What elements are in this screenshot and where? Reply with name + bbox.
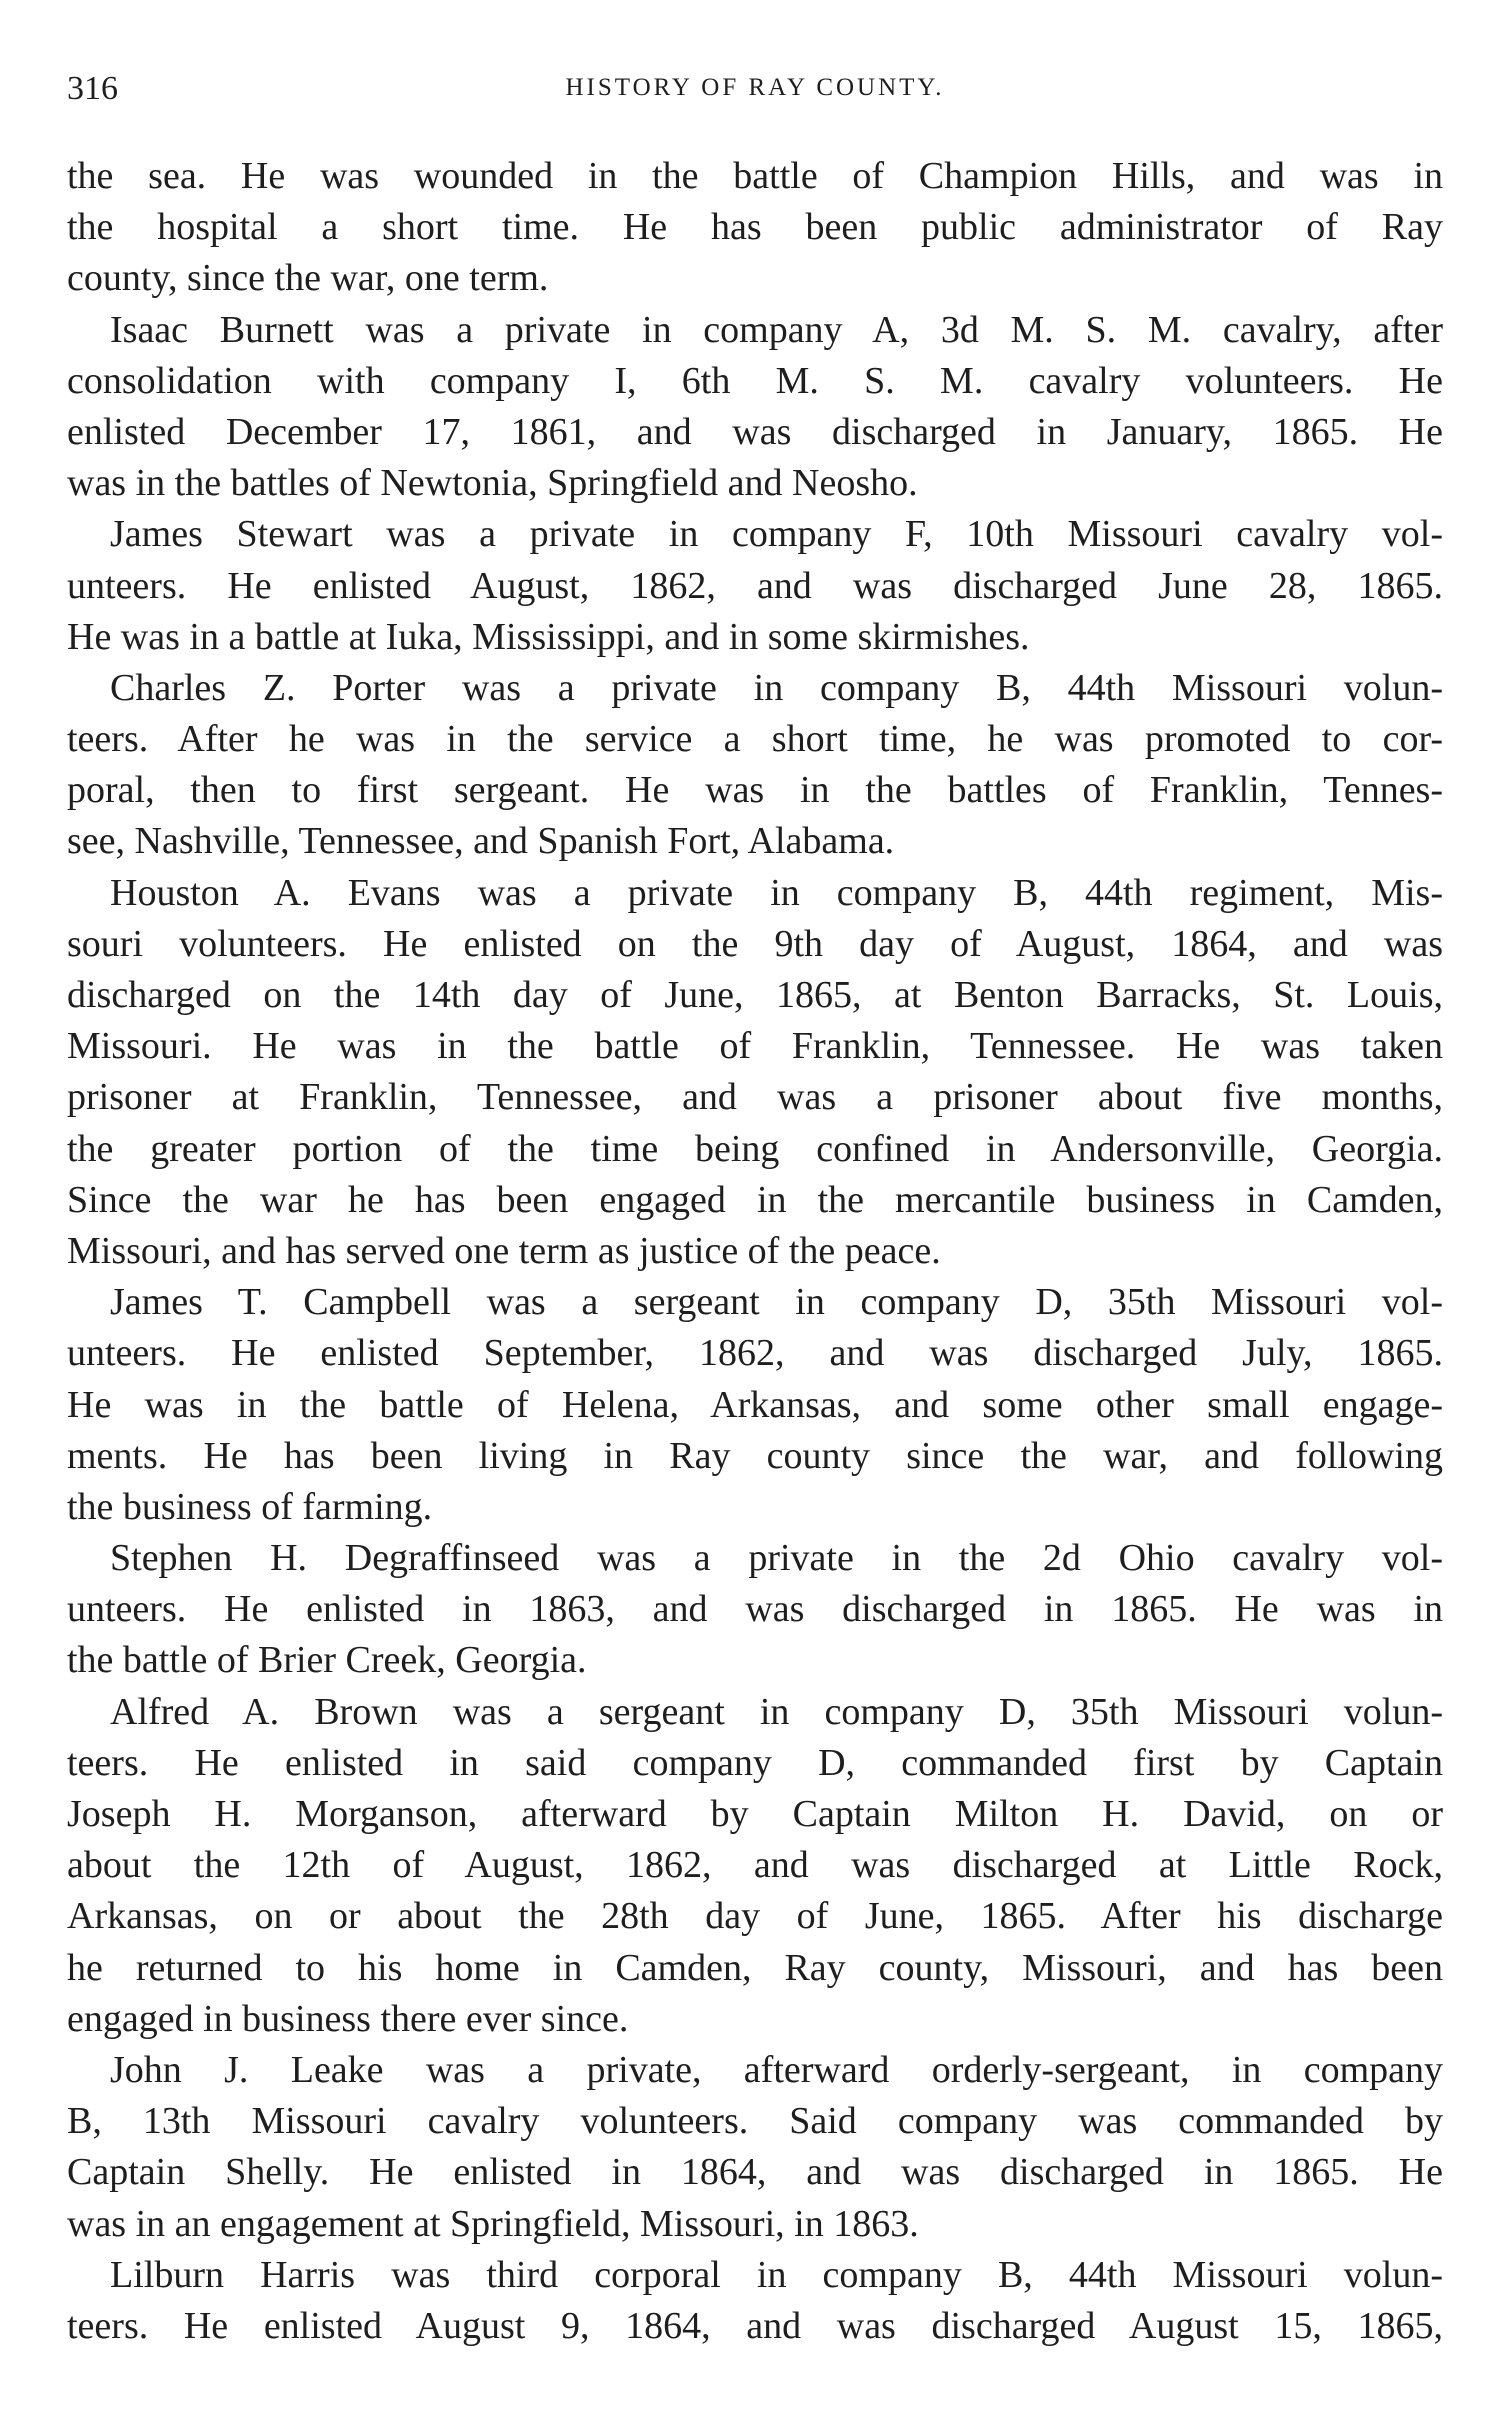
page-number: 316	[67, 70, 118, 107]
text-line: consolidation with company I, 6th M. S. M. cavalry volunteers. He	[67, 359, 1443, 402]
text-line: Joseph H. Morganson, afterward by Captain Milton H. David, on or	[67, 1793, 1443, 1835]
paragraph	[67, 2250, 1443, 2352]
text-line: Isaac Burnett was a private in company A, 3d M. S. M. cavalry, after	[110, 308, 1443, 351]
text-line: Houston A. Evans was a private in company B, 44th regiment, Mis-	[110, 871, 1443, 914]
paragraph	[67, 1533, 1443, 1687]
text-line: ments. He has been living in Ray county since the war, and following	[67, 1434, 1443, 1477]
paragraph	[67, 1277, 1443, 1533]
text-line: the sea. He was wounded in the battle of Champion Hills, and was in	[67, 155, 1443, 197]
text-line: poral, then to first sergeant. He was in the battles of Franklin, Tennes-	[67, 769, 1443, 812]
text-line: was in an engagement at Springfield, Missouri, in 1863.	[67, 2202, 919, 2245]
text-line: teers. He enlisted August 9, 1864, and was discharged August 15, 1865,	[67, 2304, 1443, 2347]
page-body	[67, 151, 1443, 2352]
text-line: unteers. He enlisted August, 1862, and was discharged June 28, 1865.	[67, 564, 1443, 607]
text-line: the greater portion of the time being confined in Andersonville, Georgia.	[67, 1127, 1443, 1170]
text-line: souri volunteers. He enlisted on the 9th day of August, 1864, and was	[67, 922, 1443, 965]
text-line: he returned to his home in Camden, Ray county, Missouri, and has been	[67, 1946, 1443, 1989]
text-line: B, 13th Missouri cavalry volunteers. Said company was commanded by	[67, 2100, 1443, 2143]
paragraph	[67, 868, 1443, 1278]
text-line: Arkansas, on or about the 28th day of June, 1865. After his discharge	[67, 1895, 1443, 1938]
text-line: teers. After he was in the service a short time, he was promoted to cor-	[67, 718, 1443, 761]
text-line: discharged on the 14th day of June, 1865, at Benton Barracks, St. Louis,	[67, 974, 1443, 1016]
text-line: see, Nashville, Tennessee, and Spanish Fort, Alabama.	[67, 820, 895, 863]
paragraph	[67, 663, 1443, 868]
text-line: Lilburn Harris was third corporal in company B, 44th Missouri volun-	[110, 2253, 1443, 2296]
text-line: about the 12th of August, 1862, and was discharged at Little Rock,	[67, 1844, 1443, 1887]
text-line: county, since the war, one term.	[67, 257, 549, 300]
text-line: was in the battles of Newtonia, Springfield and Neosho.	[67, 462, 918, 505]
text-line: enlisted December 17, 1861, and was discharged in January, 1865. He	[67, 410, 1443, 453]
paragraph	[67, 509, 1443, 663]
text-line: He was in a battle at Iuka, Mississippi, and in some skirmishes.	[67, 615, 1030, 658]
text-line: the business of farming.	[67, 1485, 433, 1528]
running-title: HISTORY OF RAY COUNTY.	[565, 74, 945, 101]
text-line: prisoner at Franklin, Tennessee, and was a prisoner about five months,	[67, 1076, 1443, 1119]
page-header	[67, 70, 1443, 114]
text-line: James T. Campbell was a sergeant in company D, 35th Missouri vol-	[110, 1281, 1443, 1324]
text-line: the hospital a short time. He has been public administrator of Ray	[67, 206, 1443, 249]
text-line: teers. He enlisted in said company D, commanded first by Captain	[67, 1741, 1443, 1784]
paragraph	[67, 151, 1443, 305]
text-line: engaged in business there ever since.	[67, 1997, 629, 2040]
text-line: He was in the battle of Helena, Arkansas, and some other small engage-	[67, 1383, 1443, 1426]
text-line: John J. Leake was a private, afterward orderly-sergeant, in company	[110, 2048, 1443, 2091]
text-line: Captain Shelly. He enlisted in 1864, and was discharged in 1865. He	[67, 2151, 1443, 2194]
paragraph	[67, 305, 1443, 510]
text-line: Alfred A. Brown was a sergeant in company D, 35th Missouri volun-	[110, 1690, 1443, 1733]
text-line: James Stewart was a private in company F, 10th Missouri cavalry vol-	[110, 513, 1443, 556]
text-line: Stephen H. Degraffinseed was a private in the 2d Ohio cavalry vol-	[110, 1537, 1443, 1580]
text-line: the battle of Brier Creek, Georgia.	[67, 1639, 587, 1682]
text-line: Since the war he has been engaged in the mercantile business in Camden,	[67, 1178, 1443, 1221]
text-line: unteers. He enlisted September, 1862, and was discharged July, 1865.	[67, 1332, 1443, 1375]
paragraph	[67, 2045, 1443, 2250]
text-line: Missouri. He was in the battle of Franklin, Tennessee. He was taken	[67, 1025, 1443, 1068]
text-line: Charles Z. Porter was a private in company B, 44th Missouri volun-	[110, 666, 1443, 709]
paragraph	[67, 1687, 1443, 2045]
text-line: unteers. He enlisted in 1863, and was discharged in 1865. He was in	[67, 1588, 1443, 1631]
text-line: Missouri, and has served one term as justice of the peace.	[67, 1229, 941, 1272]
